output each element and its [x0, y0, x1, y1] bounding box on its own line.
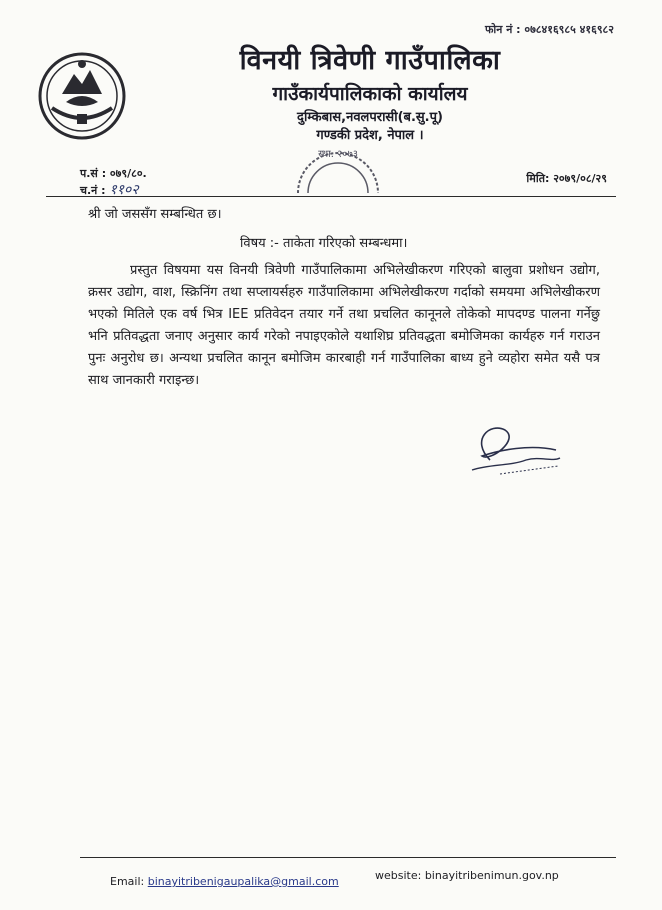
address-line-2: गण्डकी प्रदेश, नेपाल । [316, 128, 424, 143]
recipient-line: श्री जो जससँग सम्बन्धित छ। [88, 207, 222, 222]
email-label: Email: [110, 875, 145, 888]
signature-mark [460, 420, 570, 490]
email-link[interactable]: binayitribenigaupalika@gmail.com [147, 875, 339, 888]
footer-website [375, 869, 559, 882]
address-line-1: दुम्किबास,नवलपरासी(ब.सु.पू) [297, 110, 443, 125]
subject-line: विषय :- ताकेता गरिएको सम्बन्धमा। [240, 236, 408, 251]
office-title: गाउँकार्यपालिकाको कार्यालय [272, 83, 468, 105]
website-label: website: [375, 869, 422, 882]
header-divider [46, 196, 616, 197]
website-link[interactable]: binayitribenimun.gov.np [424, 869, 559, 882]
letter-date: मिति: २०७९/०८/२९ [526, 172, 607, 185]
dispatch-label: च.नं : [80, 184, 106, 197]
office-stamp-icon [290, 135, 386, 195]
stamp-text: स्था. २०७३ [318, 149, 358, 160]
letter-body-text: प्रस्तुत विषयमा यस विनयी त्रिवेणी गाउँपालिकामा अभिलेखीकरण गरिएको बालुवा प्रशोधन उद्योग, क्रसर उद्योग, वाश, स्क्रिनिंग तथा सप्लायर्सहरु गाउँपालिकामा अभिलेखीकरण गर्दाको समयमा अभिलेखीकरण भएको मितिले एक वर्ष भित्र IEE प्रतिवेदन तयार गर्ने तथा प्रचलित कानूनले तोकेको मापदण्ड पालना गर्नेछु भनि प्रतिवद्धता जनाए अनुसार कार्य गरेको नपाइएकोले यथाशिघ्र प्रतिवद्धता बमोजिमका कार्यहरु गर्न गराउन पुनः अनुरोध छ। अन्यथा प्रचलित कानून बमोजिम कारबाही गर्न गाउँपालिका बाध्य हुने व्यहोरा समेत यसै पत्र साथ जानकारी गराइन्छ। [88, 263, 600, 388]
footer-divider [80, 857, 616, 858]
reference-number: प.सं : ०७९/८०. [80, 167, 147, 180]
footer-email [110, 875, 339, 888]
nepal-emblem-icon [36, 50, 128, 142]
phone-number: फोन नं : ०७८४१६९८५ ४१६९८२ [484, 23, 614, 36]
dispatch-value: ११०२ [109, 182, 139, 198]
letter-body [88, 260, 600, 392]
municipality-title: विनयी त्रिवेणी गाउँपालिका [239, 45, 501, 76]
